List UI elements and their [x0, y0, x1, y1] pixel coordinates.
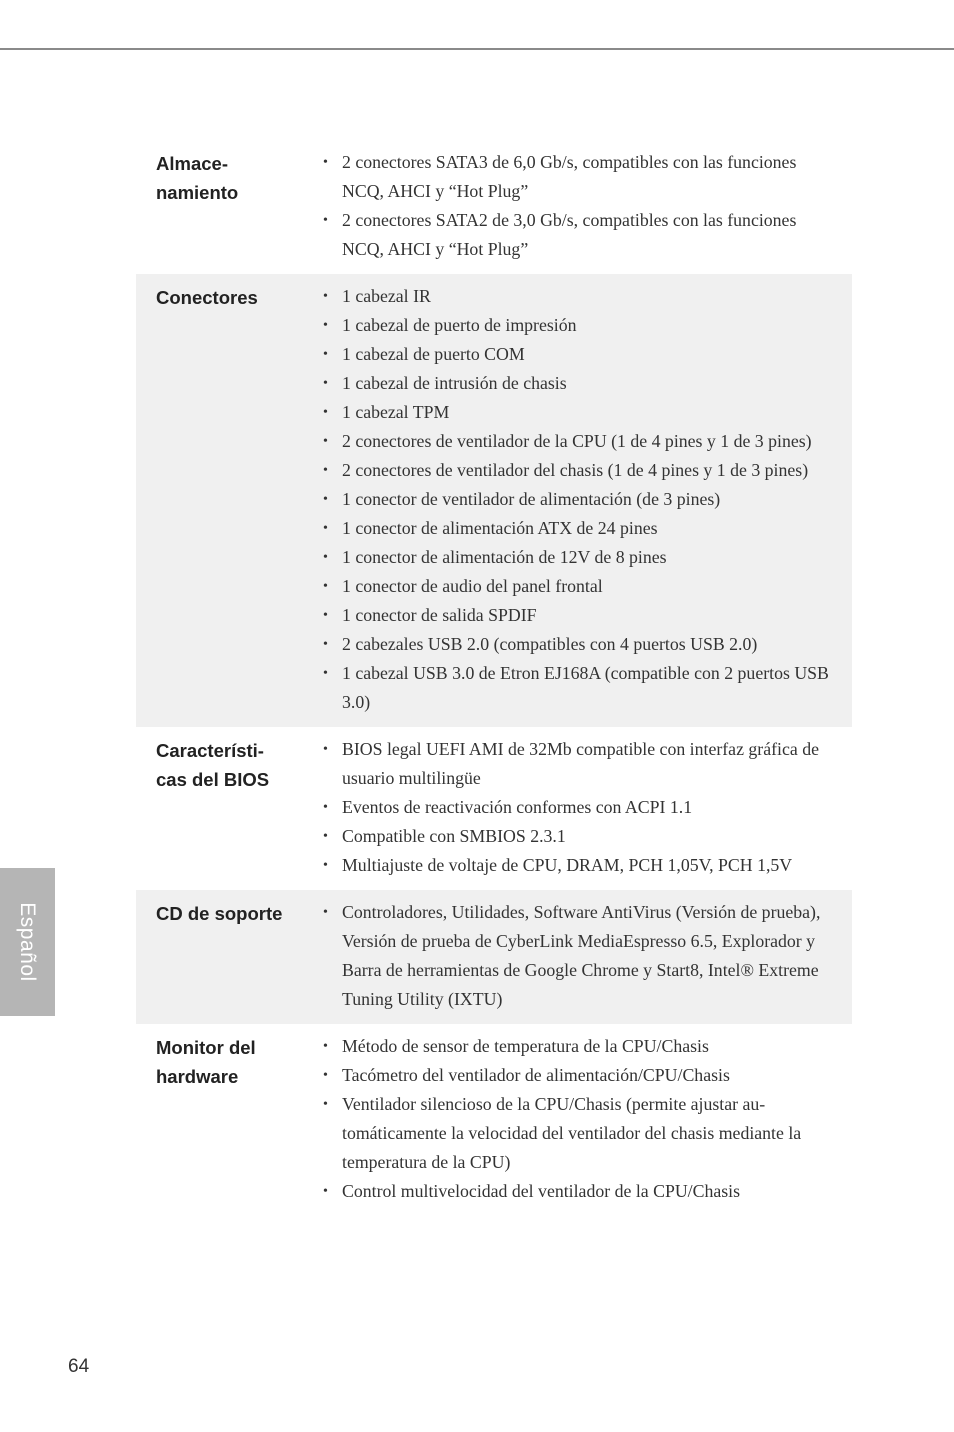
spec-row-storage: [136, 140, 852, 274]
list-item: • 1 cabezal IR: [302, 282, 834, 311]
list-item: • 2 conectores SATA2 de 3,0 Gb/s, compatibles con las funciones NCQ, AHCI y “Hot Plug”: [302, 206, 834, 264]
list-item: • 1 conector de alimentación ATX de 24 pines: [302, 514, 834, 543]
list-item: • 1 cabezal TPM: [302, 398, 834, 427]
list-item: • Eventos de reactivación conformes con ACPI 1.1: [302, 793, 834, 822]
row-label-line: Almace-: [156, 153, 228, 174]
list-item: • 1 conector de alimentación de 12V de 8 pines: [302, 543, 834, 572]
spec-row-hardware-monitor: [136, 1024, 852, 1216]
list-item: • 2 conectores de ventilador del chasis (1 de 4 pines y 1 de 3 pines): [302, 456, 834, 485]
row-label-line: CD de soporte: [156, 903, 283, 924]
list-item: • Tacómetro del ventilador de alimentación/CPU/Chasis: [302, 1061, 834, 1090]
row-label-line: namiento: [156, 182, 239, 203]
row-label-line: Característi-: [156, 740, 264, 761]
row-label-bios: [136, 735, 302, 880]
header-rule: [0, 48, 954, 50]
spec-list-connectors: [302, 282, 852, 717]
row-label-line: Monitor del: [156, 1037, 256, 1058]
spec-row-connectors: [136, 274, 852, 727]
spec-row-support-cd: [136, 890, 852, 1024]
row-label-support-cd: [136, 898, 302, 1014]
list-item: • 2 conectores SATA3 de 6,0 Gb/s, compatibles con las funciones NCQ, AHCI y “Hot Plug”: [302, 148, 834, 206]
row-label-line: Conectores: [156, 287, 258, 308]
spec-list-bios: [302, 735, 852, 880]
spec-list-hardware-monitor: [302, 1032, 852, 1206]
list-item: • 1 cabezal de puerto COM: [302, 340, 834, 369]
list-item: • Método de sensor de temperatura de la CPU/Chasis: [302, 1032, 834, 1061]
row-label-line: cas del BIOS: [156, 769, 270, 790]
list-item: • Compatible con SMBIOS 2.3.1: [302, 822, 834, 851]
list-item: • 1 conector de ventilador de alimentación (de 3 pines): [302, 485, 834, 514]
list-item: • 1 conector de audio del panel frontal: [302, 572, 834, 601]
list-item: • 1 cabezal de puerto de impresión: [302, 311, 834, 340]
list-item: • 1 cabezal de intrusión de chasis: [302, 369, 834, 398]
row-label-storage: [136, 148, 302, 264]
row-label-hardware-monitor: [136, 1032, 302, 1206]
list-item: • 2 conectores de ventilador de la CPU (1 de 4 pines y 1 de 3 pines): [302, 427, 834, 456]
list-item: • 1 cabezal USB 3.0 de Etron EJ168A (compatible con 2 puertos USB 3.0): [302, 659, 834, 717]
row-label-connectors: [136, 282, 302, 717]
page-number: 64: [68, 1356, 90, 1377]
specifications-table: [136, 140, 852, 1216]
list-item: • 2 cabezales USB 2.0 (compatibles con 4 puertos USB 2.0): [302, 630, 834, 659]
list-item: • Ventilador silencioso de la CPU/Chasis (permite ajustar automáticamente la velocidad del ventilador del chasis mediante la temperatura de la CPU): [302, 1090, 834, 1177]
list-item: • Controladores, Utilidades, Software AntiVirus (Versión de prueba), Versión de prueba de CyberLink MediaEspresso 6.5, Explorador y Barra de herramientas de Google Chrome y Start8, Intel® Extreme Tuning Utility (IXTU): [302, 898, 834, 1014]
spec-row-bios: [136, 727, 852, 890]
list-item: • 1 conector de salida SPDIF: [302, 601, 834, 630]
list-item: • Control multivelocidad del ventilador de la CPU/Chasis: [302, 1177, 834, 1206]
spec-list-support-cd: [302, 898, 852, 1014]
row-label-line: hardware: [156, 1066, 239, 1087]
list-item: • BIOS legal UEFI AMI de 32Mb compatible con interfaz gráfica de usuario multilingüe: [302, 735, 834, 793]
spec-list-storage: [302, 148, 852, 264]
list-item: • Multiajuste de voltaje de CPU, DRAM, PCH 1,05V, PCH 1,5V: [302, 851, 834, 880]
language-tab-label: Español: [16, 902, 39, 982]
language-tab: [0, 868, 55, 1016]
